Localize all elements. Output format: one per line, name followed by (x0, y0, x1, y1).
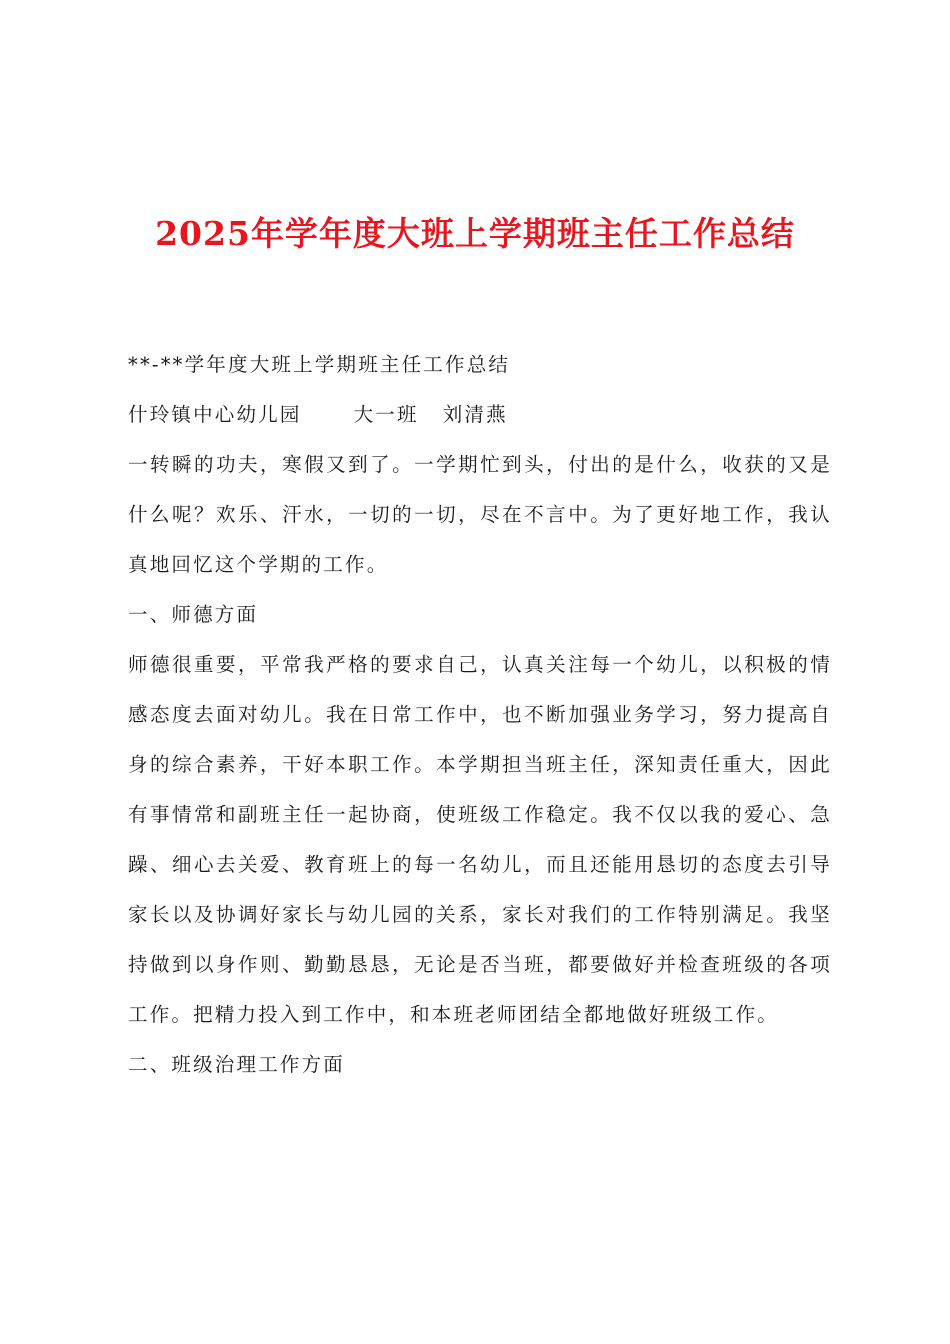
document-body (128, 340, 832, 1090)
paragraph-intro: 一转瞬的功夫，寒假又到了。一学期忙到头，付出的是什么，收获的又是什么呢？欢乐、汗水，一切的一切，尽在不言中。为了更好地工作，我认真地回忆这个学期的工作。 (128, 453, 832, 576)
author-line (128, 390, 832, 440)
author-class: 大一班 (353, 403, 419, 426)
paragraph-section-1: 师德很重要，平常我严格的要求自己，认真关注每一个幼儿，以积极的情感态度去面对幼儿。我在日常工作中，也不断加强业务学习，努力提高自身的综合素养，干好本职工作。本学期担当班主任，深知责任重大，因此有事情常和副班主任一起协商，使班级工作稳定。我不仅以我的爱心、急躁、细心去关爱、教育班上的每一名幼儿，而且还能用恳切的态度去引导家长以及协调好家长与幼儿园的关系，家长对我们的工作特别满足。我坚持做到以身作则、勤勤恳恳，无论是否当班，都要做好并检查班级的各项工作。把精力投入到工作中，和本班老师团结全都地做好班级工作。 (128, 653, 832, 1026)
section-heading-1: 一、师德方面 (128, 603, 259, 626)
document-title: 2025年学年度大班上学期班主任工作总结 (155, 214, 795, 253)
author-name: 刘清燕 (442, 403, 508, 426)
author-school: 什玲镇中心幼儿园 (128, 403, 302, 426)
document-subtitle: **-**学年度大班上学期班主任工作总结 (128, 353, 511, 376)
section-heading-2: 二、班级治理工作方面 (128, 1053, 346, 1076)
